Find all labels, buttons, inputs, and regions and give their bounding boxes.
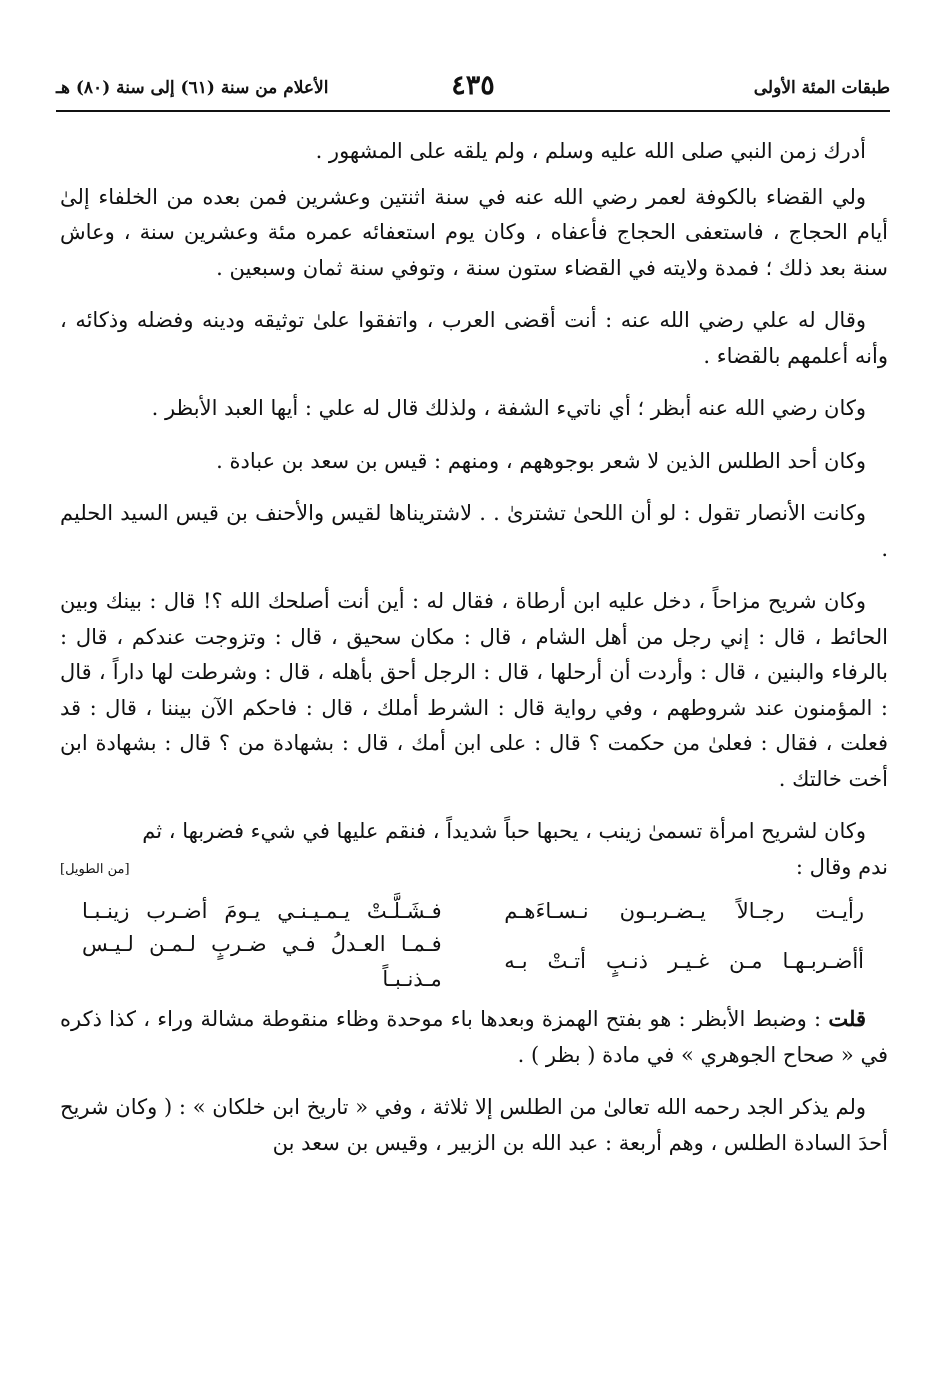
verse-first-hemistich: رأيـت رجـالاً يـضـربـون نـسـاءَهـم <box>504 899 864 924</box>
paragraph: وكانت الأنصار تقول : لو أن اللحىٰ تشترىٰ . . لاشتريناها لقيس والأحنف بن قيس السيد الحليم . <box>60 501 888 561</box>
paragraph-line-with-meter <box>60 850 888 886</box>
poetic-meter-label: [من الطويل] <box>60 861 130 877</box>
running-book-title: طبقات المئة الأولى <box>753 78 890 98</box>
paragraph: أدرك زمن النبي صلى الله عليه وسلم ، ولم يلقه على المشهور . <box>315 139 866 163</box>
running-section-title: الأعلام من سنة (٦١) إلى سنة (٨٠) هـ <box>56 78 329 98</box>
verse-second-hemistich: فـمـا العـدلُ فـي ضـربٍ لـمـن لـيـس مـذنـبـاً <box>82 931 442 991</box>
poem-verse <box>60 931 888 991</box>
poem <box>60 887 888 991</box>
paragraph: وكان شريح مزاحاً ، دخل عليه ابن أرطاة ، فقال له : أين أنت أصلحك الله ؟! قال : بينك وبين الحائط ، قال : إني رجل من أهل الشام ، قال : مكان سحيق ، قال : وتزوجت عندكم ، قال : بالرفاء والبنين ، قال : وأردت أن أرحلها ، قال : الرجل أحق بأهله ، قال : وشرطت لها داراً ، قال : المؤمنون عند شروطهم ، وفي رواية قال : الشرط أملك ، قال : فاحكم الآن بيننا ، قال : قد فعلت ، فقال : فعلىٰ من حكمت ؟ قال : على ابن أمك ، قال : بشهادة من ؟ قال : بشهادة ابن أخت خالتك . <box>60 589 888 791</box>
paragraph-line: وكان لشريح امرأة تسمىٰ زينب ، يحبها حباً شديداً ، فنقم عليها في شيء فضربها ، ثم <box>142 819 866 843</box>
note-text: : وضبط الأبظر : هو بفتح الهمزة وبعدها باء موحدة وظاء منقوطة مشالة وراء ، كذا ذكره في « صحاح الجوهري » في مادة ( بظر ) . <box>60 1007 888 1067</box>
paragraph <box>60 1001 888 1073</box>
paragraph: وقال له علي رضي الله عنه : أنت أقضى العرب ، واتفقوا علىٰ توثيقه ودينه وفضله وذكائه ، وأنه أعلمهم بالقضاء . <box>60 308 888 368</box>
paragraph: وكان أحد الطلس الذين لا شعر بوجوههم ، ومنهم : قيس بن سعد بن عبادة . <box>216 448 866 473</box>
verse-first-hemistich: أأضـربـهـا مـن غـيـر ذنـبٍ أتـتْ بـه <box>504 949 864 974</box>
page-header <box>56 70 890 110</box>
paragraph <box>60 814 888 850</box>
paragraph: ولم يذكر الجد رحمه الله تعالىٰ من الطلس إلا ثلاثة ، وفي « تاريخ ابن خلكان » : ( وكان شريح أحدَ السادة الطلس ، وهم أربعة : عبد الله بن الزبير ، وقيس بن سعد بن <box>60 1095 888 1155</box>
header-rule <box>56 110 890 112</box>
page-body <box>60 134 888 1178</box>
paragraph-line: ندم وقال : <box>795 854 888 879</box>
paragraph: ولي القضاء بالكوفة لعمر رضي الله عنه في سنة اثنتين وعشرين فمن بعده من الخلفاء إلىٰ أيام الحجاج ، فاستعفى الحجاج فأعفاه ، وكان يوم استعفائه عمره مئة وعشرين سنة ، وعاش سنة بعد ذلك ؛ فمدة ولايته في القضاء ستون سنة ، وتوفي سنة ثمان وسبعين . <box>60 184 888 280</box>
note-label: قلت <box>828 1006 866 1031</box>
verse-second-hemistich: فـشَـلَّـتْ يـمـيـنـي يـومَ أضـرب زينـبـا <box>82 899 442 924</box>
page-number: ٤٣٥ <box>451 70 495 101</box>
paragraph: وكان رضي الله عنه أبظر ؛ أي ناتيء الشفة ، ولذلك قال له علي : أيها العبد الأبظر . <box>151 396 866 420</box>
